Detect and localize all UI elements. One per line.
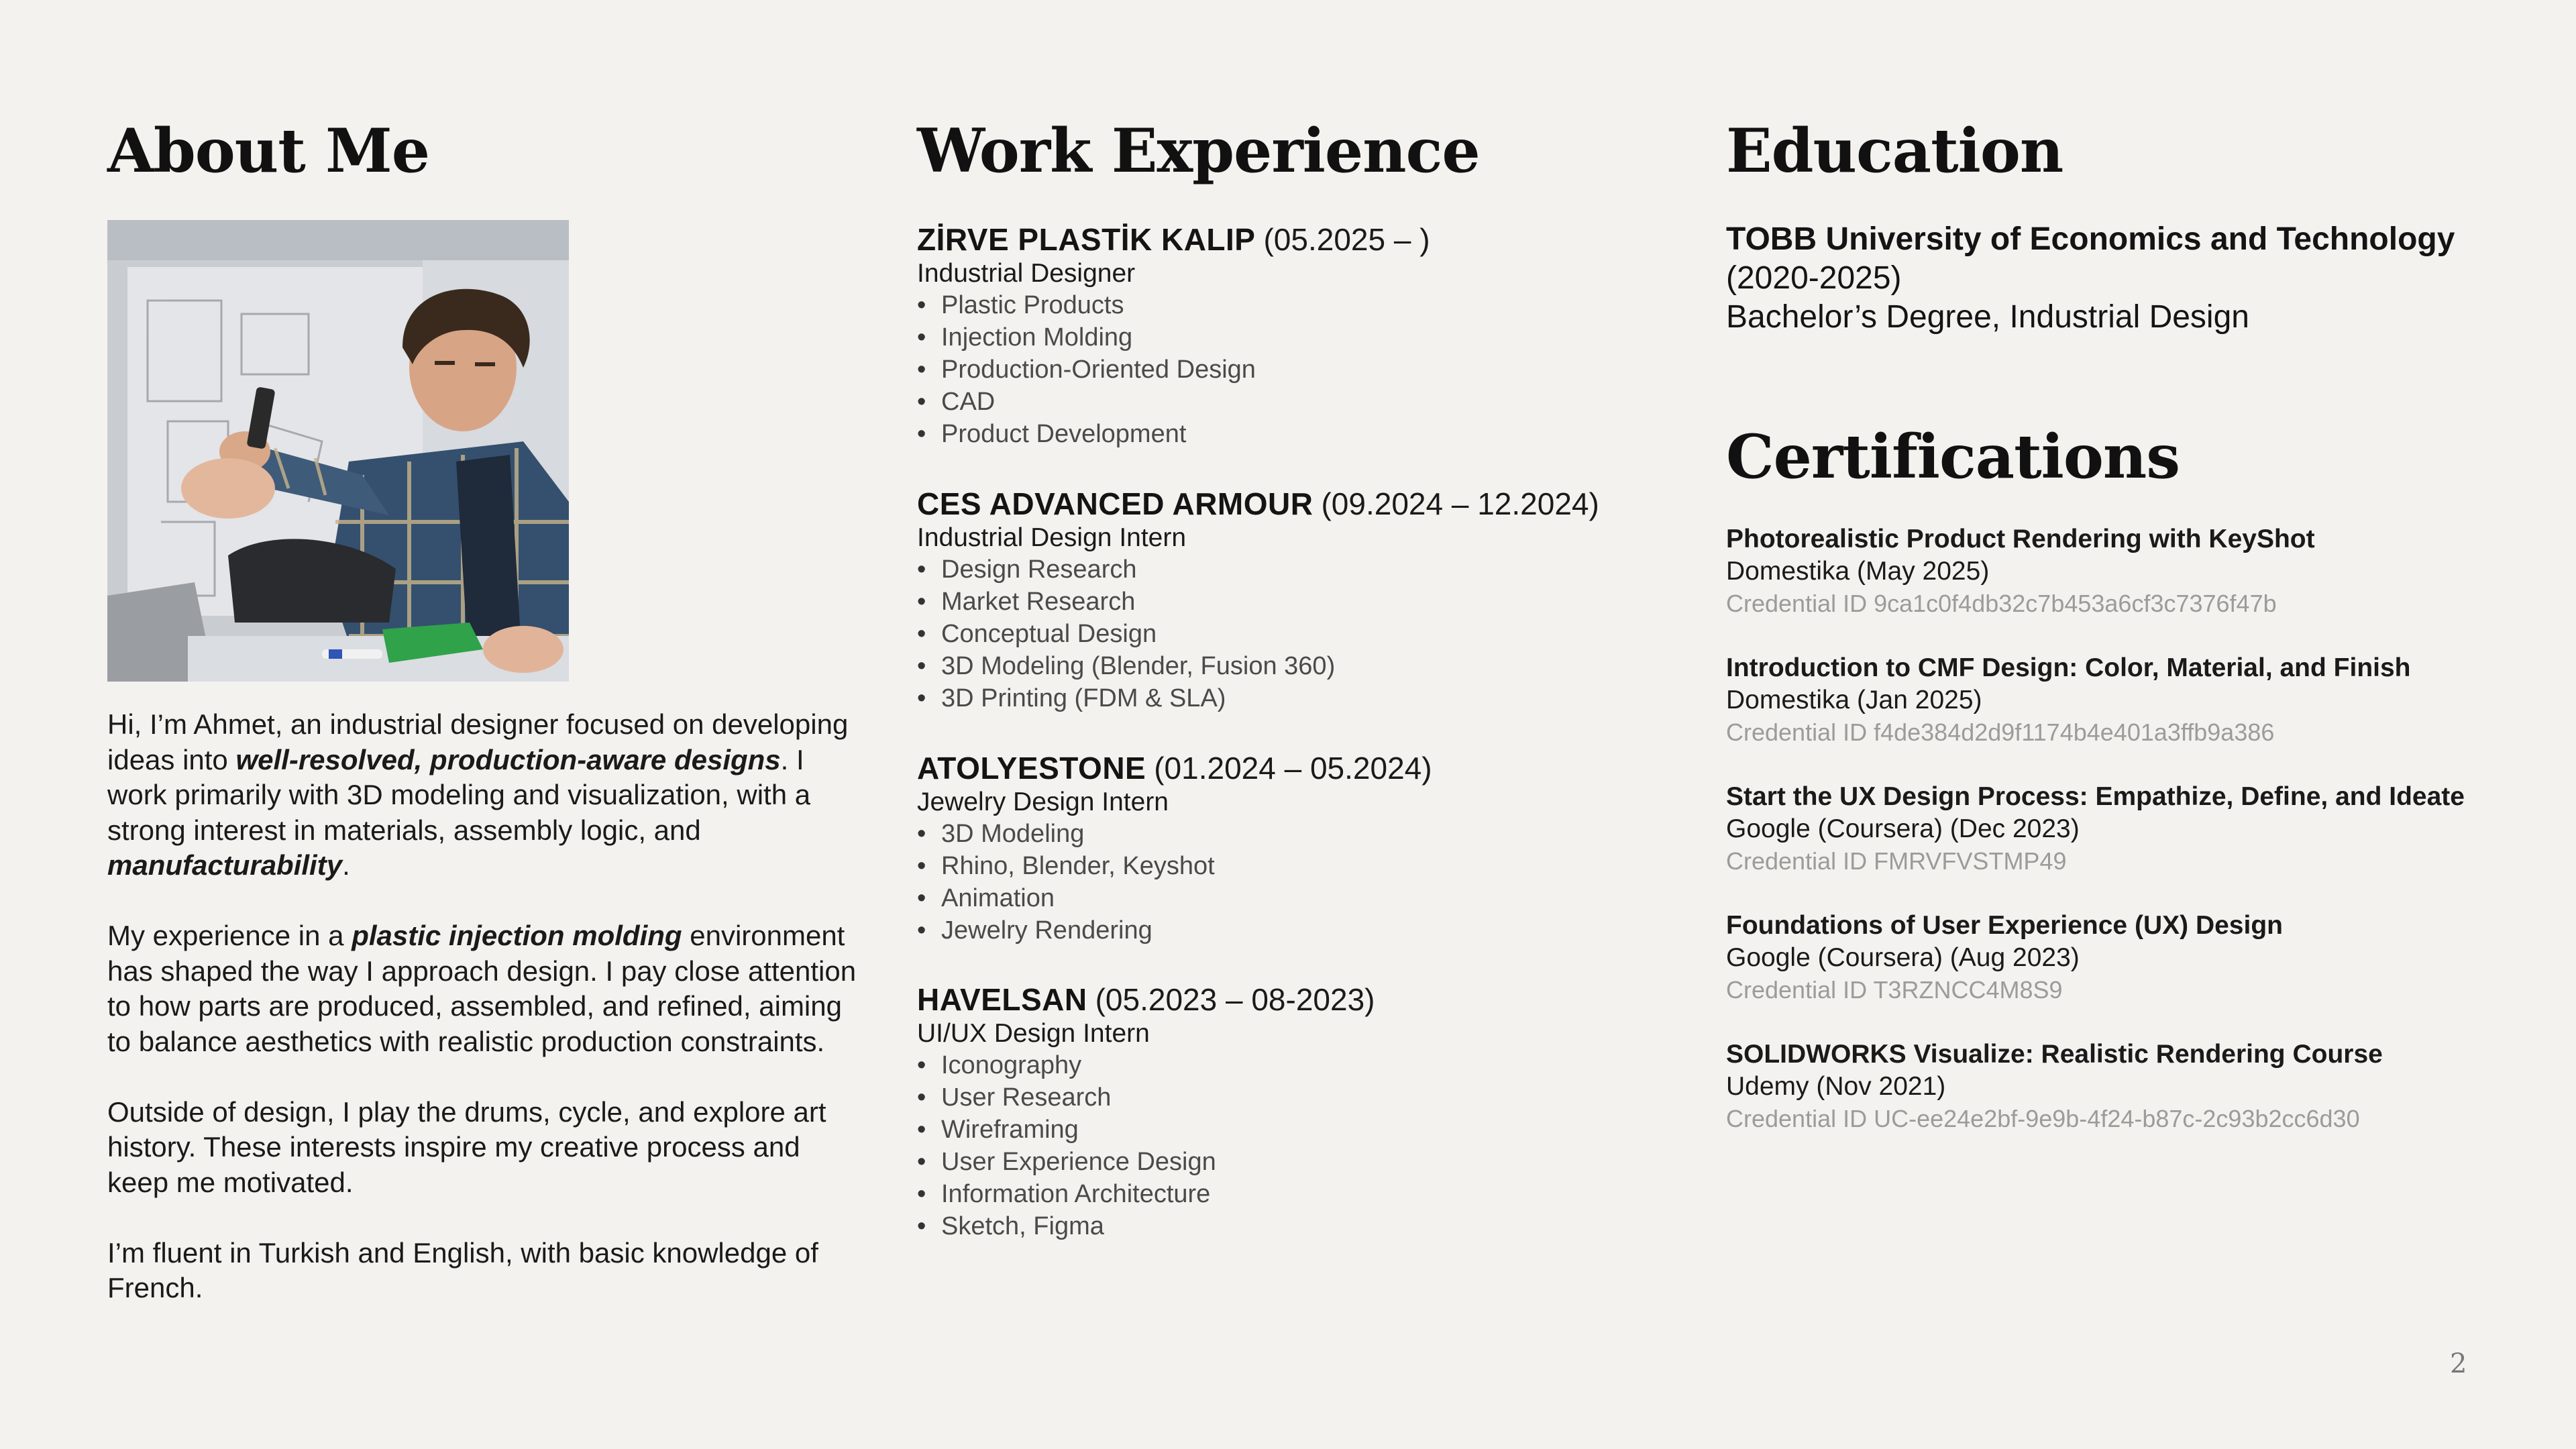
skill-item: • 3D Modeling (917, 820, 1085, 848)
job-company: HAVELSAN (917, 982, 1087, 1017)
university-name: TOBB University of Economics and Technology (1726, 221, 2455, 257)
skill-item: • User Experience Design (917, 1148, 1216, 1176)
skill-item: • Product Development (917, 420, 1187, 448)
education-degree: Bachelor’s Degree, Industrial Design (1726, 299, 2249, 335)
skill-item: • Animation (917, 884, 1055, 912)
skill-item: • Wireframing (917, 1116, 1079, 1144)
job-role: Industrial Design Intern (917, 523, 1187, 552)
education-heading: Education (1726, 115, 2063, 186)
certification-item (1726, 523, 2531, 620)
certification-item (1726, 781, 2531, 877)
certifications-heading: Certifications (1726, 421, 2180, 492)
skill-item: • Jewelry Rendering (917, 916, 1152, 945)
skill-item: • Production-Oriented Design (917, 356, 1256, 384)
skill-item: • Plastic Products (917, 291, 1124, 319)
about-paragraph-2: My experience in a plastic injection molding environment has shaped the way I approach design. I pay close attention to how parts are produced, assembled, and refined, aiming to balance aesthetics with realistic production constraints. (107, 920, 857, 1057)
cert-issuer: Google (Coursera) (Aug 2023) (1726, 943, 2080, 972)
cert-title: Foundations of User Experience (UX) Design (1726, 911, 2283, 940)
job-entry (917, 221, 1688, 450)
education-entry (1726, 220, 2531, 337)
job-header (917, 221, 1688, 258)
job-entry (917, 486, 1688, 714)
skill-item: • Injection Molding (917, 323, 1133, 352)
cert-title: Introduction to CMF Design: Color, Material, and Finish (1726, 653, 2411, 682)
cert-credential-id: Credential ID 9ca1c0f4db32c7b453a6cf3c7376f47b (1726, 590, 2277, 617)
skill-item: • 3D Modeling (Blender, Fusion 360) (917, 652, 1336, 680)
about-heading: About Me (107, 115, 430, 186)
cert-issuer: Udemy (Nov 2021) (1726, 1072, 1946, 1101)
education-years: (2020-2025) (1726, 260, 1902, 296)
job-company: ZİRVE PLASTİK KALIP (917, 222, 1256, 257)
skill-item: • 3D Printing (FDM & SLA) (917, 684, 1226, 712)
cert-title: Start the UX Design Process: Empathize, Define, and Ideate (1726, 782, 2465, 811)
skill-item: • Rhino, Blender, Keyshot (917, 852, 1215, 880)
skill-item: • User Research (917, 1083, 1112, 1112)
job-company: CES ADVANCED ARMOUR (917, 486, 1313, 521)
job-dates: (09.2024 – 12.2024) (1321, 486, 1599, 521)
about-text (107, 707, 859, 1341)
cert-credential-id: Credential ID UC-ee24e2bf-9e9b-4f24-b87c-2c93b2cc6d30 (1726, 1105, 2360, 1132)
job-skills-list (917, 553, 1688, 714)
job-header (917, 981, 1688, 1018)
about-paragraph-3: Outside of design, I play the drums, cycle, and explore art history. These interests inspire my creative process and keep me motivated. (107, 1095, 826, 1198)
job-role: UI/UX Design Intern (917, 1019, 1150, 1048)
job-skills-list (917, 818, 1688, 947)
certification-item (1726, 910, 2531, 1006)
cert-credential-id: Credential ID f4de384d2d9f1174b4e401a3ffb9a386 (1726, 718, 2275, 746)
job-entry (917, 981, 1688, 1242)
job-header (917, 486, 1688, 522)
job-role: Jewelry Design Intern (917, 788, 1169, 816)
cert-title: Photorealistic Product Rendering with KeyShot (1726, 525, 2315, 553)
skill-item: • Market Research (917, 588, 1136, 616)
cert-title: SOLIDWORKS Visualize: Realistic Rendering Course (1726, 1040, 2383, 1069)
skill-item: • CAD (917, 388, 996, 416)
cert-credential-id: Credential ID T3RZNCC4M8S9 (1726, 976, 2063, 1004)
skill-item: • Design Research (917, 555, 1137, 584)
work-heading: Work Experience (917, 115, 1480, 186)
page-number: 2 (2450, 1348, 2467, 1379)
skill-item: • Conceptual Design (917, 620, 1157, 648)
cert-issuer: Domestika (Jan 2025) (1726, 686, 1982, 714)
job-header (917, 750, 1688, 786)
cert-issuer: Google (Coursera) (Dec 2023) (1726, 814, 2080, 843)
skill-item: • Information Architecture (917, 1180, 1211, 1208)
job-skills-list (917, 1049, 1688, 1242)
job-skills-list (917, 289, 1688, 450)
cert-credential-id: Credential ID FMRVFVSTMP49 (1726, 847, 2067, 875)
about-paragraph-1: Hi, I’m Ahmet, an industrial designer focused on developing ideas into well-resolved, production-aware designs. I work primarily with 3D modeling and visualization, with a strong interest in materials, assembly logic, and manufacturability. (107, 708, 849, 881)
job-role: Industrial Designer (917, 259, 1136, 288)
certification-item (1726, 652, 2531, 749)
job-dates: (01.2024 – 05.2024) (1154, 751, 1432, 786)
skill-item: • Iconography (917, 1051, 1082, 1079)
job-dates: (05.2023 – 08-2023) (1095, 982, 1375, 1017)
job-dates: (05.2025 – ) (1263, 222, 1430, 257)
certification-item (1726, 1038, 2531, 1135)
job-entry (917, 750, 1688, 947)
profile-photo (107, 220, 569, 682)
skill-item: • Sketch, Figma (917, 1212, 1104, 1240)
cert-issuer: Domestika (May 2025) (1726, 557, 1990, 586)
job-company: ATOLYESTONE (917, 751, 1146, 786)
about-paragraph-4: I’m fluent in Turkish and English, with basic knowledge of French. (107, 1236, 818, 1303)
